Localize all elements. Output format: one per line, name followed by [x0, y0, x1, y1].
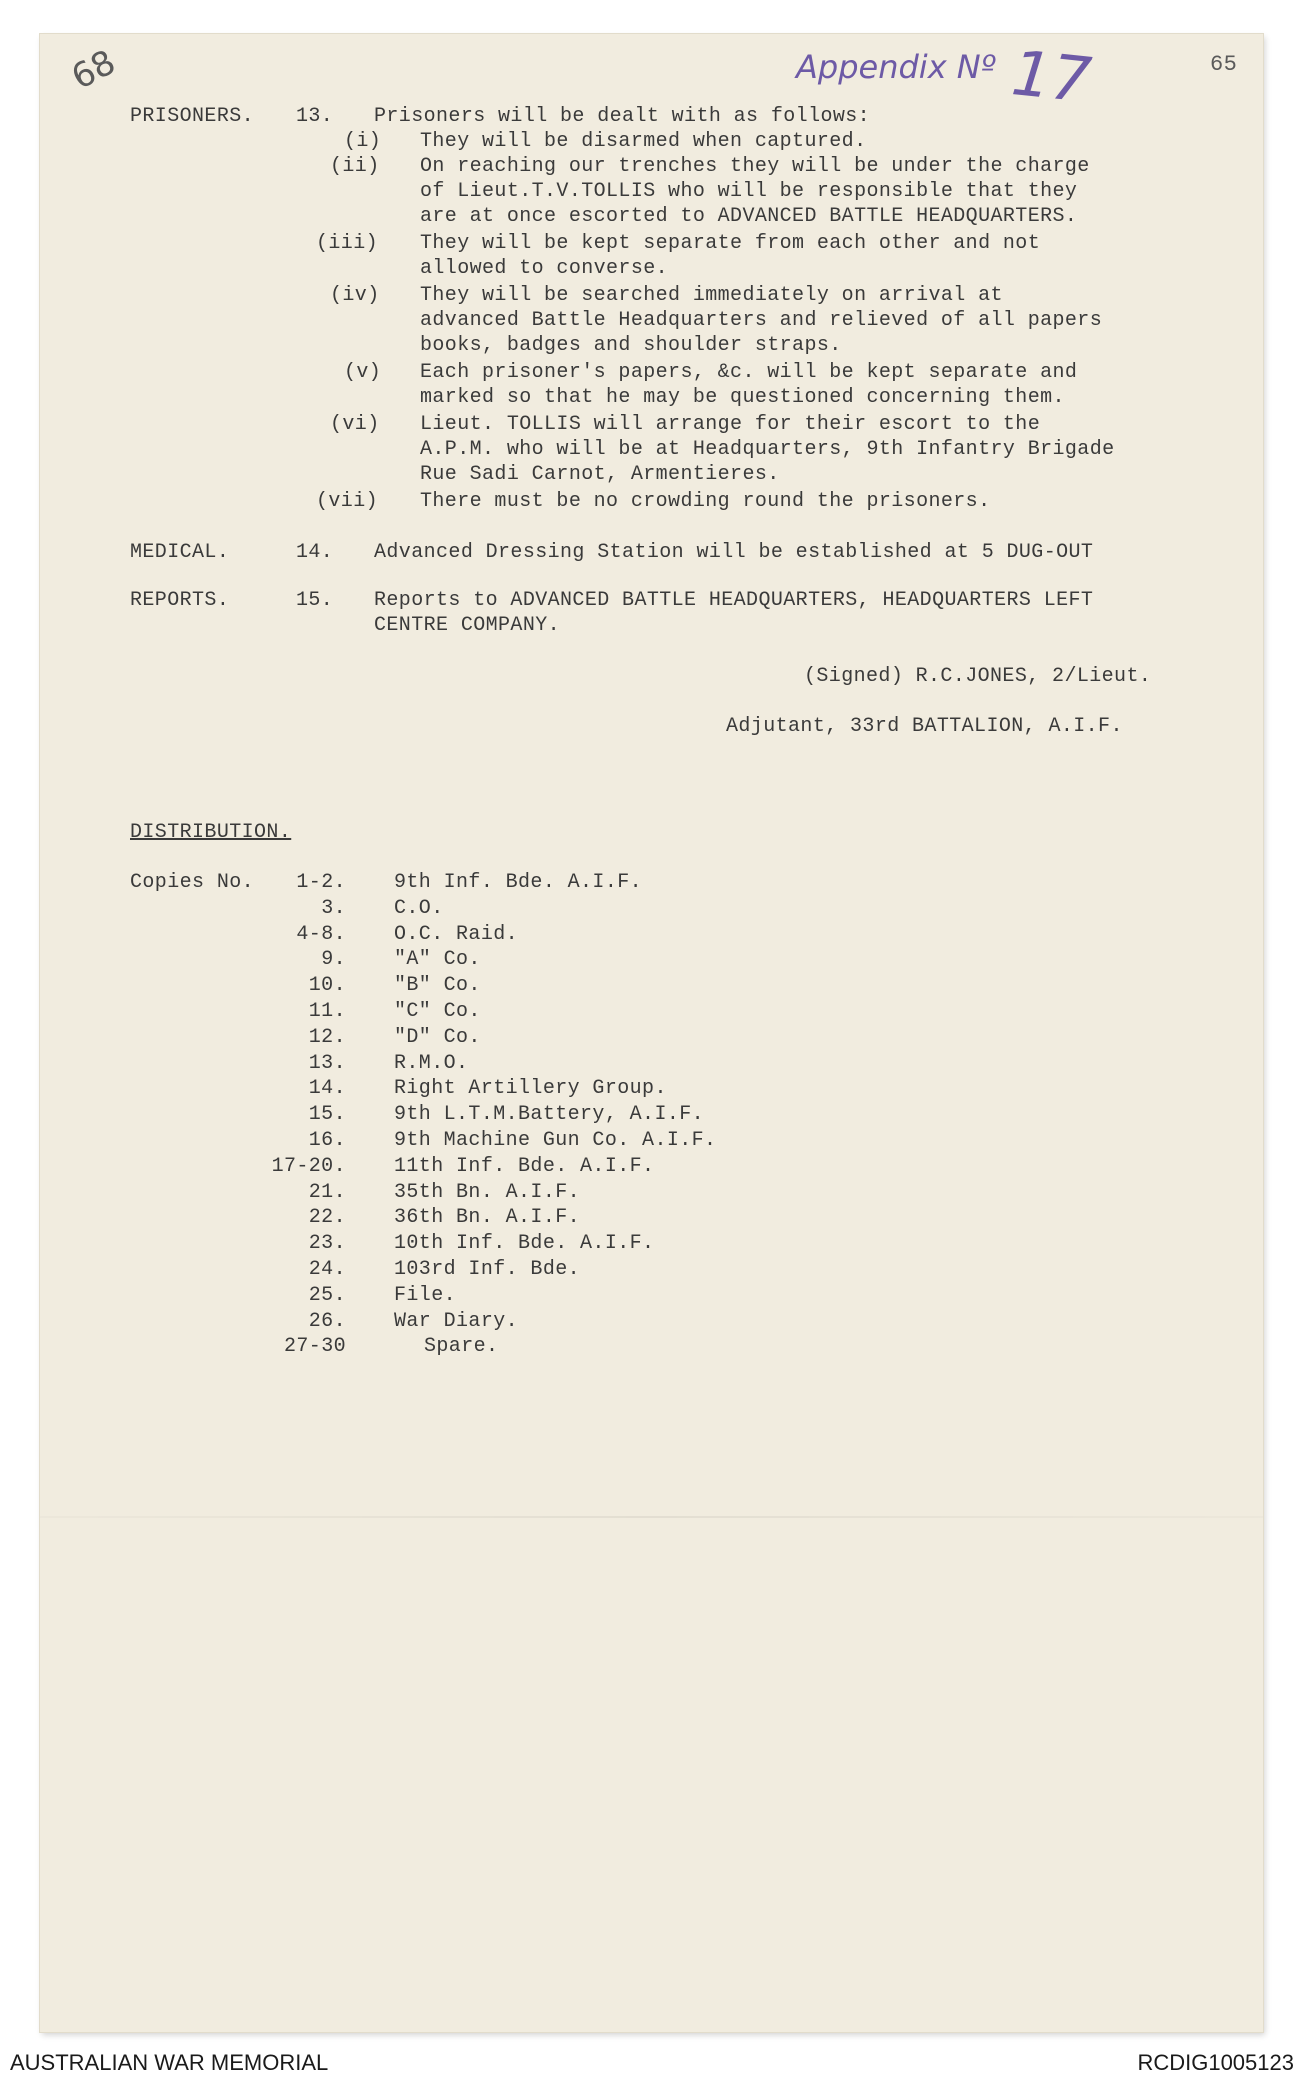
- signature-signed: (Signed) R.C.JONES, 2/Lieut.: [804, 665, 1152, 688]
- distribution-copy-number: 21.: [308, 1181, 346, 1204]
- item-line: marked so that he may be questioned concerning them.: [420, 386, 1065, 409]
- section-number-13: 13.: [296, 105, 334, 128]
- section-number-14: 14.: [296, 541, 334, 564]
- footer-archive-name: AUSTRALIAN WAR MEMORIAL: [10, 2050, 329, 2075]
- distribution-copy-number: 1-2.: [296, 871, 346, 894]
- item-line: books, badges and shoulder straps.: [420, 334, 842, 357]
- item-marker-v: (v): [344, 361, 382, 384]
- distribution-copy-number: 12.: [308, 1026, 346, 1049]
- item-line: On reaching our trenches they will be under the charge: [420, 155, 1090, 178]
- item-marker-i: (i): [344, 130, 382, 153]
- distribution-copy-number: 27-30: [283, 1335, 346, 1358]
- distribution-recipient: "A" Co.: [394, 948, 481, 971]
- appendix-stamp: Appendix Nº: [796, 48, 996, 86]
- section-text-prisoners: Prisoners will be dealt with as follows:: [374, 105, 871, 128]
- section-text-reports: Reports to ADVANCED BATTLE HEADQUARTERS, HEADQUARTERS LEFT: [374, 589, 1094, 612]
- distribution-recipient: 10th Inf. Bde. A.I.F.: [394, 1232, 655, 1255]
- distribution-copy-number: 26.: [308, 1310, 346, 1333]
- distribution-recipient: 9th L.T.M.Battery, A.I.F.: [394, 1103, 705, 1126]
- distribution-copy-number: 9.: [321, 948, 346, 971]
- distribution-recipient: "D" Co.: [394, 1026, 481, 1049]
- section-label-reports: REPORTS.: [130, 589, 230, 612]
- distribution-copy-number: 14.: [308, 1077, 346, 1100]
- item-marker-vi: (vi): [330, 413, 380, 436]
- item-line: advanced Battle Headquarters and relieved of all papers: [420, 309, 1103, 332]
- distribution-recipient: O.C. Raid.: [394, 923, 519, 946]
- distribution-copy-number: 23.: [308, 1232, 346, 1255]
- distribution-copy-number: 3.: [321, 897, 346, 920]
- item-line: Lieut. TOLLIS will arrange for their escort to the: [420, 413, 1041, 436]
- distribution-copy-number: 15.: [308, 1103, 346, 1126]
- item-line: They will be kept separate from each other and not: [420, 232, 1041, 255]
- distribution-heading: DISTRIBUTION.: [130, 821, 292, 844]
- distribution-copy-number: 24.: [308, 1258, 346, 1281]
- distribution-recipient: 35th Bn. A.I.F.: [394, 1181, 581, 1204]
- item-marker-iii: (iii): [316, 232, 379, 255]
- distribution-copy-number: 10.: [308, 974, 346, 997]
- item-line: There must be no crowding round the prisoners.: [420, 490, 991, 513]
- distribution-recipient: War Diary.: [394, 1310, 519, 1333]
- item-marker-vii: (vii): [316, 490, 379, 513]
- distribution-copies-label: Copies No.: [130, 871, 255, 894]
- item-line: are at once escorted to ADVANCED BATTLE HEADQUARTERS.: [420, 205, 1078, 228]
- page-number: 65: [1210, 52, 1238, 77]
- distribution-copy-number: 4-8.: [296, 923, 346, 946]
- section-number-15: 15.: [296, 589, 334, 612]
- item-line: They will be disarmed when captured.: [420, 130, 867, 153]
- distribution-recipient: 9th Inf. Bde. A.I.F.: [394, 871, 643, 894]
- item-line: allowed to converse.: [420, 257, 669, 280]
- distribution-copy-number: 25.: [308, 1284, 346, 1307]
- item-marker-ii: (ii): [330, 155, 380, 178]
- folio-number-handwritten: 68: [65, 42, 123, 98]
- distribution-recipient: C.O.: [394, 897, 444, 920]
- distribution-recipient: 103rd Inf. Bde.: [394, 1258, 581, 1281]
- item-line: of Lieut.T.V.TOLLIS who will be responsible that they: [420, 180, 1078, 203]
- signature-title: Adjutant, 33rd BATTALION, A.I.F.: [726, 715, 1123, 738]
- distribution-recipient: R.M.O.: [394, 1052, 469, 1075]
- distribution-recipient: 36th Bn. A.I.F.: [394, 1206, 581, 1229]
- item-line: A.P.M. who will be at Headquarters, 9th Infantry Brigade: [420, 438, 1115, 461]
- distribution-recipient: Right Artillery Group.: [394, 1077, 667, 1100]
- distribution-copy-number: 11.: [308, 1000, 346, 1023]
- distribution-copy-number: 13.: [308, 1052, 346, 1075]
- distribution-recipient: Spare.: [424, 1335, 499, 1358]
- distribution-recipient: 9th Machine Gun Co. A.I.F.: [394, 1129, 717, 1152]
- distribution-recipient: "B" Co.: [394, 974, 481, 997]
- appendix-number-handwritten: 17: [1008, 36, 1095, 117]
- item-line: They will be searched immediately on arrival at: [420, 284, 1003, 307]
- distribution-copy-number: 17-20.: [271, 1155, 346, 1178]
- distribution-copy-number: 16.: [308, 1129, 346, 1152]
- distribution-copy-number: 22.: [308, 1206, 346, 1229]
- footer-record-id: RCDIG1005123: [1137, 2050, 1294, 2075]
- paper-fold: [40, 1516, 1263, 1518]
- item-line: Rue Sadi Carnot, Armentieres.: [420, 463, 780, 486]
- distribution-recipient: File.: [394, 1284, 457, 1307]
- item-marker-iv: (iv): [330, 284, 380, 307]
- section-text-medical: Advanced Dressing Station will be established at 5 DUG-OUT: [374, 541, 1094, 564]
- item-line: Each prisoner's papers, &c. will be kept separate and: [420, 361, 1078, 384]
- section-label-medical: MEDICAL.: [130, 541, 230, 564]
- distribution-recipient: "C" Co.: [394, 1000, 481, 1023]
- section-label-prisoners: PRISONERS.: [130, 105, 255, 128]
- section-text-reports: CENTRE COMPANY.: [374, 614, 561, 637]
- distribution-recipient: 11th Inf. Bde. A.I.F.: [394, 1155, 655, 1178]
